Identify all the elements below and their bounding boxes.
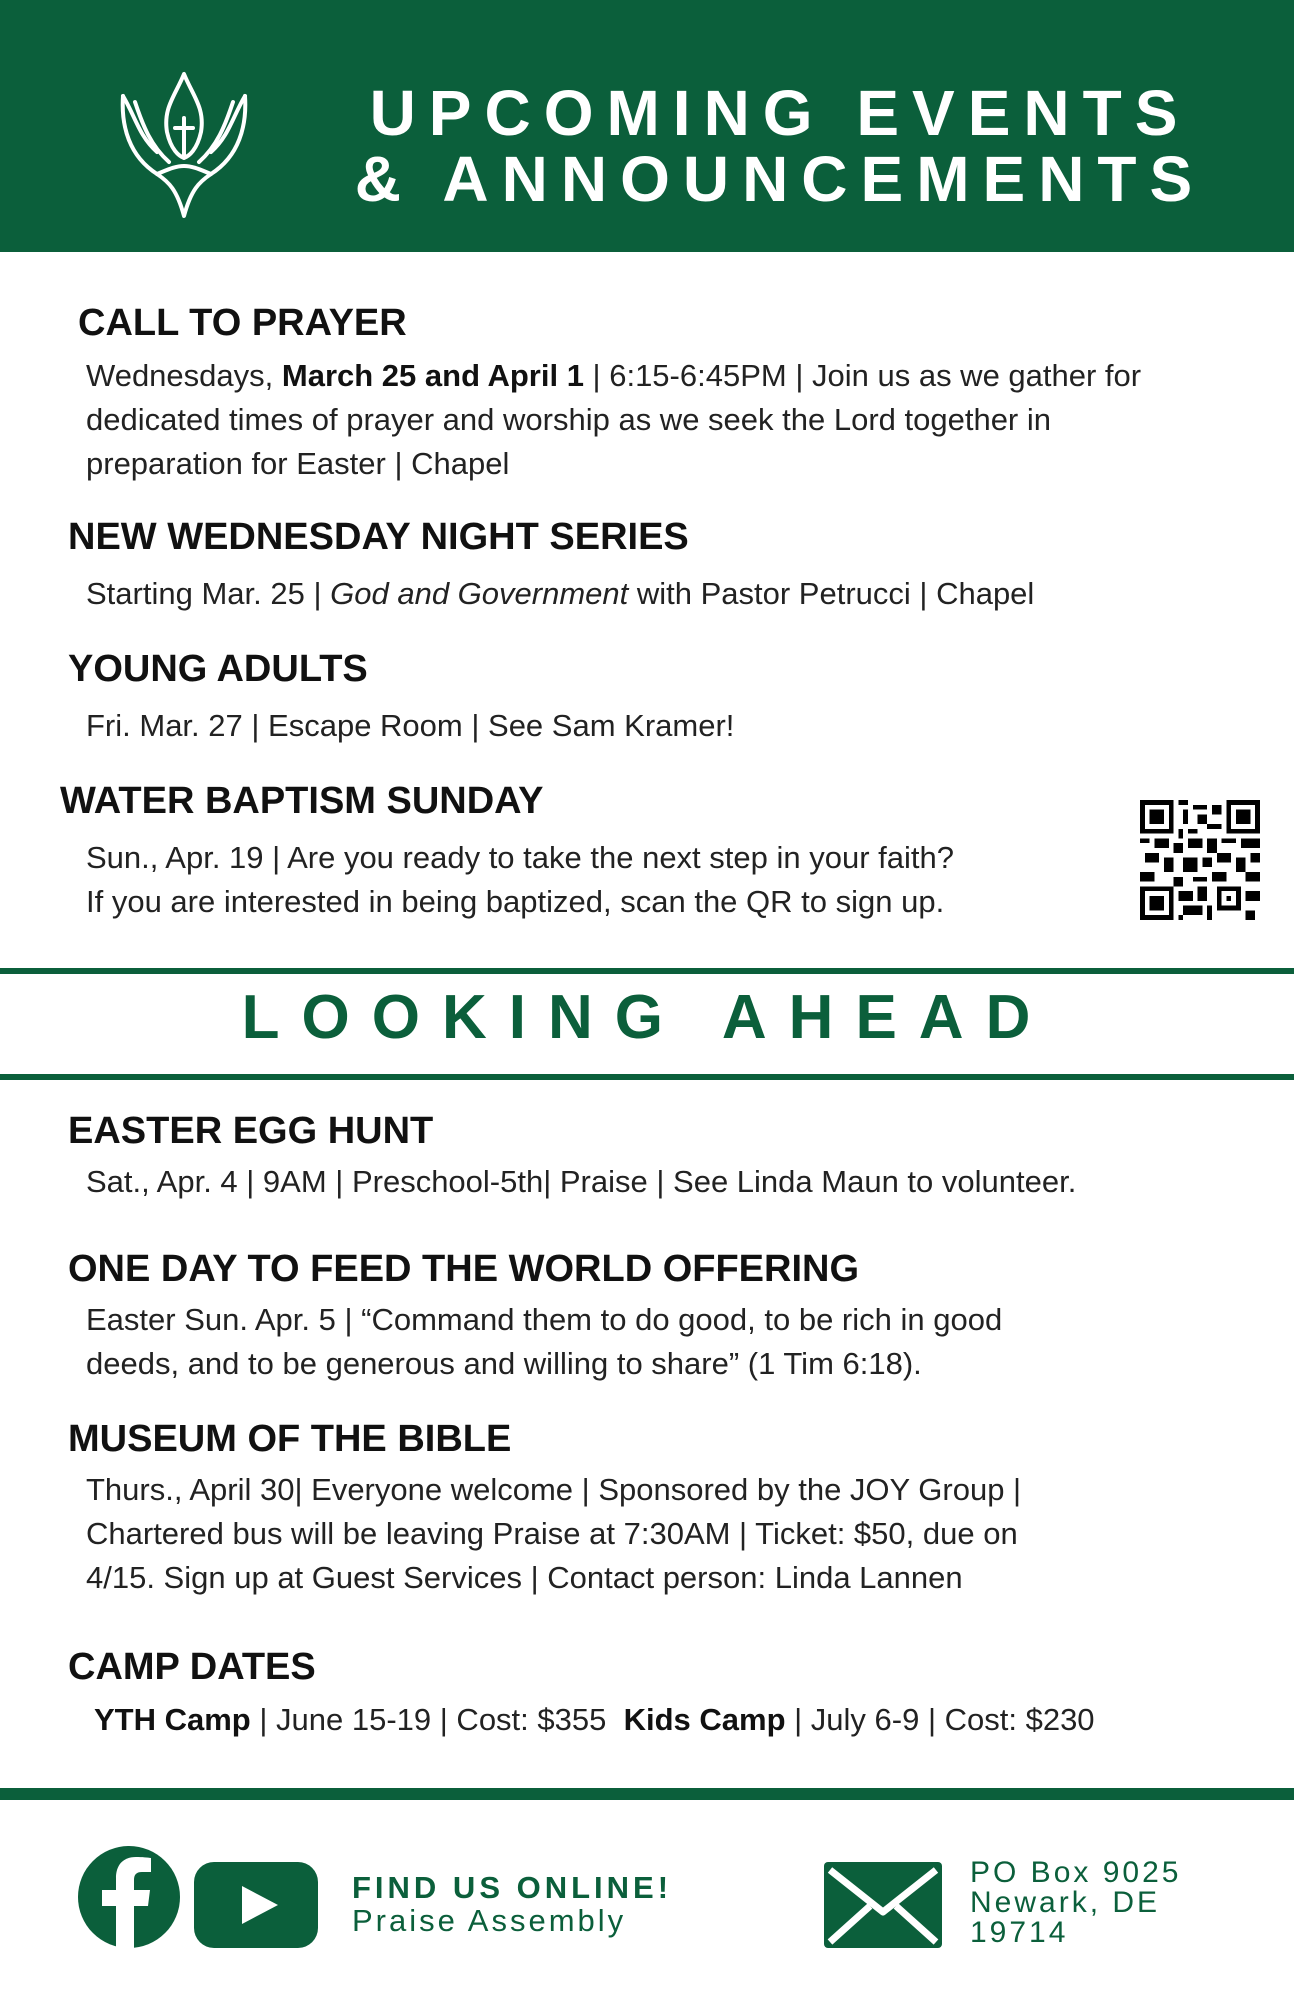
wednesday-series-body xyxy=(86,572,1286,616)
wednesday-series-prefix: Starting Mar. 25 | xyxy=(86,576,331,611)
feed-world-heading: ONE DAY TO FEED THE WORLD OFFERING xyxy=(68,1248,860,1290)
call-to-prayer-body xyxy=(86,354,1286,486)
museum-body xyxy=(86,1468,1286,1600)
call-to-prayer-line1 xyxy=(86,354,1286,398)
looking-ahead-top-rule xyxy=(0,968,1294,974)
call-to-prayer-line1-rest: | 6:15-6:45PM | Join us as we gather for xyxy=(583,358,1142,393)
wednesday-series-heading: NEW WEDNESDAY NIGHT SERIES xyxy=(68,516,689,558)
camp-dates-body xyxy=(94,1698,1294,1742)
young-adults-body: Fri. Mar. 27 | Escape Room | See Sam Kramer! xyxy=(86,708,735,743)
call-to-prayer-heading: CALL TO PRAYER xyxy=(78,302,407,344)
water-baptism-line2: If you are interested in being baptized, scan the QR to sign up. xyxy=(86,884,945,919)
museum-line1: Thurs., April 30| Everyone welcome | Sponsored by the JOY Group | xyxy=(86,1472,1022,1507)
looking-ahead-bottom-rule xyxy=(0,1074,1294,1080)
page-title-line2: & ANNOUNCEMENTS xyxy=(354,143,1206,215)
museum-heading: MUSEUM OF THE BIBLE xyxy=(68,1418,512,1460)
call-to-prayer-line2: dedicated times of prayer and worship as we seek the Lord together in xyxy=(86,402,1051,437)
museum-line3: 4/15. Sign up at Guest Services | Contact person: Linda Lannen xyxy=(86,1560,963,1595)
call-to-prayer-prefix: Wednesdays, xyxy=(86,358,282,393)
header-banner xyxy=(0,0,1294,252)
museum-line2: Chartered bus will be leaving Praise at 7:30AM | Ticket: $50, due on xyxy=(86,1516,1018,1551)
youtube-icon[interactable] xyxy=(194,1862,318,1948)
mail-icon[interactable] xyxy=(824,1862,942,1948)
camp-dates-heading: CAMP DATES xyxy=(68,1646,316,1688)
praise-assembly-label[interactable]: Praise Assembly xyxy=(352,1903,627,1938)
mailing-address xyxy=(970,1858,1181,1948)
yth-camp-details: | June 15-19 | Cost: $355 xyxy=(250,1702,624,1737)
looking-ahead-heading: LOOKING AHEAD xyxy=(241,983,1053,1052)
kids-camp-details: | July 6-9 | Cost: $230 xyxy=(785,1702,1095,1737)
call-to-prayer-dates: March 25 and April 1 xyxy=(281,358,584,393)
yth-camp-label: YTH Camp xyxy=(94,1702,251,1737)
facebook-icon[interactable] xyxy=(78,1846,180,1948)
address-line2: Newark, DE xyxy=(970,1886,1161,1919)
find-us-online-label: FIND US ONLINE! xyxy=(352,1870,673,1905)
kids-camp-label: Kids Camp xyxy=(623,1702,786,1737)
young-adults-heading: YOUNG ADULTS xyxy=(68,648,368,690)
easter-egg-heading: EASTER EGG HUNT xyxy=(68,1110,434,1152)
feed-world-line2: deeds, and to be generous and willing to share” (1 Tim 6:18). xyxy=(86,1346,922,1381)
feed-world-line1: Easter Sun. Apr. 5 | “Command them to do good, to be rich in good xyxy=(86,1302,1003,1337)
easter-egg-body: Sat., Apr. 4 | 9AM | Preschool-5th| Praise | See Linda Maun to volunteer. xyxy=(86,1164,1077,1199)
water-baptism-line1: Sun., Apr. 19 | Are you ready to take the next step in your faith? xyxy=(86,840,954,875)
water-baptism-body xyxy=(86,836,1146,924)
qr-code-icon[interactable] xyxy=(1140,800,1260,920)
call-to-prayer-line3: preparation for Easter | Chapel xyxy=(86,446,510,481)
feed-world-body xyxy=(86,1298,1286,1386)
wednesday-series-title: God and Government xyxy=(330,576,629,611)
page-title xyxy=(280,77,1280,215)
address-line3: 19714 xyxy=(970,1916,1069,1949)
wednesday-series-suffix: with Pastor Petrucci | Chapel xyxy=(628,576,1035,611)
water-baptism-heading: WATER BAPTISM SUNDAY xyxy=(60,780,544,822)
praying-hands-logo-icon xyxy=(117,66,251,222)
footer-top-rule xyxy=(0,1788,1294,1800)
address-line1: PO Box 9025 xyxy=(970,1856,1182,1889)
page-title-line1: UPCOMING EVENTS xyxy=(369,77,1191,149)
